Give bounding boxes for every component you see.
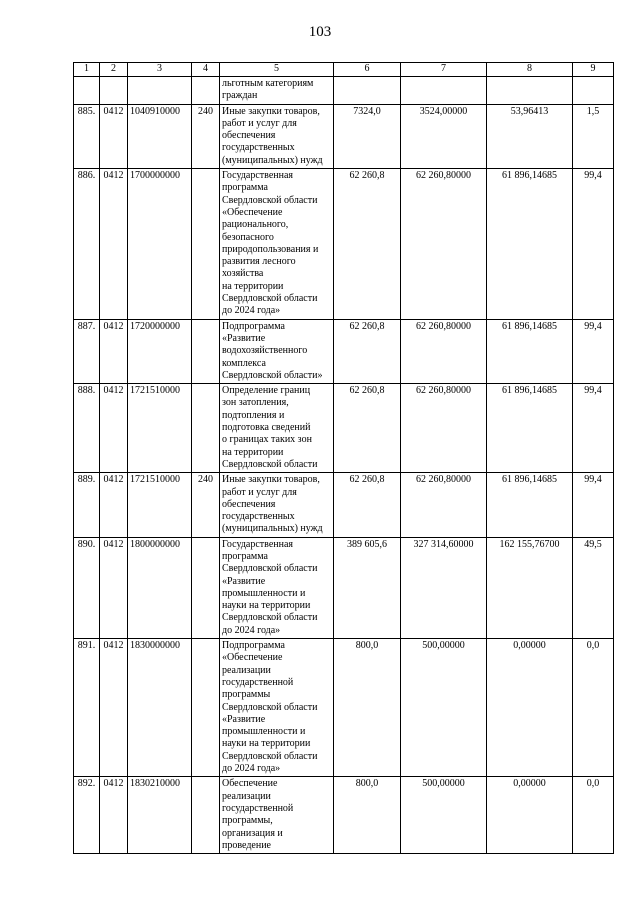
cell-target-code: 1700000000	[128, 169, 192, 320]
cell-approved-amount: 800,0	[334, 777, 401, 854]
cell-row-number: 886.	[74, 169, 100, 320]
cell-row-number: 888.	[74, 384, 100, 473]
cell-approved-amount: 62 260,8	[334, 473, 401, 537]
cell-expense-type	[192, 319, 220, 383]
cell-name: Государственная программа Свердловской области «Обеспечение рационального, безопасного природопользования и развития лесного хозяйства на территории Свердловской области до 2024 года»	[220, 169, 334, 320]
cell-percent: 0,0	[573, 639, 614, 777]
cell-approved-amount: 7324,0	[334, 104, 401, 168]
cell-row-number: 885.	[74, 104, 100, 168]
table-row	[74, 473, 614, 537]
cell-percent: 99,4	[573, 169, 614, 320]
column-header-4: 4	[192, 63, 220, 77]
cell-approved-amount: 389 605,6	[334, 537, 401, 638]
cell-approved	[334, 77, 401, 105]
cell-executed-amount: 0,00000	[487, 777, 573, 854]
table-row	[74, 777, 614, 854]
cell-target	[128, 77, 192, 105]
cell-approved-amount: 62 260,8	[334, 319, 401, 383]
table-row	[74, 319, 614, 383]
column-header-3: 3	[128, 63, 192, 77]
page-number: 103	[308, 24, 332, 40]
cell-plan-amount: 500,00000	[401, 639, 487, 777]
table-row	[74, 169, 614, 320]
cell-section-code: 0412	[100, 169, 128, 320]
cell-name: Обеспечение реализации государственной программы, организация и проведение	[220, 777, 334, 854]
cell-executed-amount: 61 896,14685	[487, 319, 573, 383]
column-header-9: 9	[573, 63, 614, 77]
cell-row-number: 892.	[74, 777, 100, 854]
table-row	[74, 104, 614, 168]
cell-target-code: 1720000000	[128, 319, 192, 383]
cell-plan-amount: 327 314,60000	[401, 537, 487, 638]
cell-section-code: 0412	[100, 104, 128, 168]
cell-percent: 0,0	[573, 777, 614, 854]
cell-plan	[401, 77, 487, 105]
cell-num	[74, 77, 100, 105]
column-header-6: 6	[334, 63, 401, 77]
cell-executed-amount: 162 155,76700	[487, 537, 573, 638]
table-header-row	[74, 63, 614, 77]
cell-plan-amount: 62 260,80000	[401, 473, 487, 537]
column-header-7: 7	[401, 63, 487, 77]
cell-name: Подпрограмма «Обеспечение реализации государственной программы Свердловской области «Развитие промышленности и науки на территории Свердловской области до 2024 года»	[220, 639, 334, 777]
cell-row-number: 889.	[74, 473, 100, 537]
cell-name: Определение границ зон затопления, подтопления и подготовка сведений о границах таких зон на территории Свердловской области	[220, 384, 334, 473]
cell-plan-amount: 62 260,80000	[401, 319, 487, 383]
cell-executed-amount: 61 896,14685	[487, 384, 573, 473]
cell-executed-amount: 61 896,14685	[487, 473, 573, 537]
cell-percent: 99,4	[573, 473, 614, 537]
column-header-8: 8	[487, 63, 573, 77]
cell-section-code: 0412	[100, 537, 128, 638]
cell-executed	[487, 77, 573, 105]
cell-name: Иные закупки товаров, работ и услуг для обеспечения государственных (муниципальных) нужд	[220, 104, 334, 168]
cell-name: Государственная программа Свердловской области «Развитие промышленности и науки на территории Свердловской области до 2024 года»	[220, 537, 334, 638]
cell-plan-amount: 62 260,80000	[401, 169, 487, 320]
continuation-row	[74, 77, 614, 105]
cell-approved-amount: 62 260,8	[334, 169, 401, 320]
cell-target-code: 1721510000	[128, 473, 192, 537]
table-row	[74, 639, 614, 777]
cell-expense-type	[192, 777, 220, 854]
column-header-2: 2	[100, 63, 128, 77]
cell-executed-amount: 0,00000	[487, 639, 573, 777]
cell-target-code: 1800000000	[128, 537, 192, 638]
cell-section-code: 0412	[100, 384, 128, 473]
cell-target-code: 1830210000	[128, 777, 192, 854]
cell-section	[100, 77, 128, 105]
cell-plan-amount: 3524,00000	[401, 104, 487, 168]
cell-executed-amount: 53,96413	[487, 104, 573, 168]
cell-plan-amount: 500,00000	[401, 777, 487, 854]
cell-expense-type	[192, 639, 220, 777]
cell-percent: 99,4	[573, 384, 614, 473]
cell-section-code: 0412	[100, 473, 128, 537]
cell-percent: 49,5	[573, 537, 614, 638]
cell-row-number: 887.	[74, 319, 100, 383]
table-row	[74, 537, 614, 638]
cell-expense-type	[192, 537, 220, 638]
cell-percent	[573, 77, 614, 105]
cell-approved-amount: 62 260,8	[334, 384, 401, 473]
cell-name: Подпрограмма «Развитие водохозяйственного комплекса Свердловской области»	[220, 319, 334, 383]
cell-section-code: 0412	[100, 777, 128, 854]
cell-expense-type	[192, 384, 220, 473]
cell-expense-type	[192, 169, 220, 320]
column-header-5: 5	[220, 63, 334, 77]
cell-expense-type: 240	[192, 473, 220, 537]
cell-target-code: 1721510000	[128, 384, 192, 473]
cell-row-number: 890.	[74, 537, 100, 638]
cell-plan-amount: 62 260,80000	[401, 384, 487, 473]
cell-section-code: 0412	[100, 639, 128, 777]
cell-percent: 1,5	[573, 104, 614, 168]
cell-percent: 99,4	[573, 319, 614, 383]
cell-section-code: 0412	[100, 319, 128, 383]
table-row	[74, 384, 614, 473]
cell-row-number: 891.	[74, 639, 100, 777]
cell-expense-type: 240	[192, 104, 220, 168]
cell-target-code: 1830000000	[128, 639, 192, 777]
cell-target-code: 1040910000	[128, 104, 192, 168]
cell-name: Иные закупки товаров, работ и услуг для обеспечения государственных (муниципальных) нужд	[220, 473, 334, 537]
cell-name: льготным категориям граждан	[220, 77, 334, 105]
cell-executed-amount: 61 896,14685	[487, 169, 573, 320]
cell-approved-amount: 800,0	[334, 639, 401, 777]
budget-table	[73, 62, 614, 854]
cell-type	[192, 77, 220, 105]
column-header-1: 1	[74, 63, 100, 77]
